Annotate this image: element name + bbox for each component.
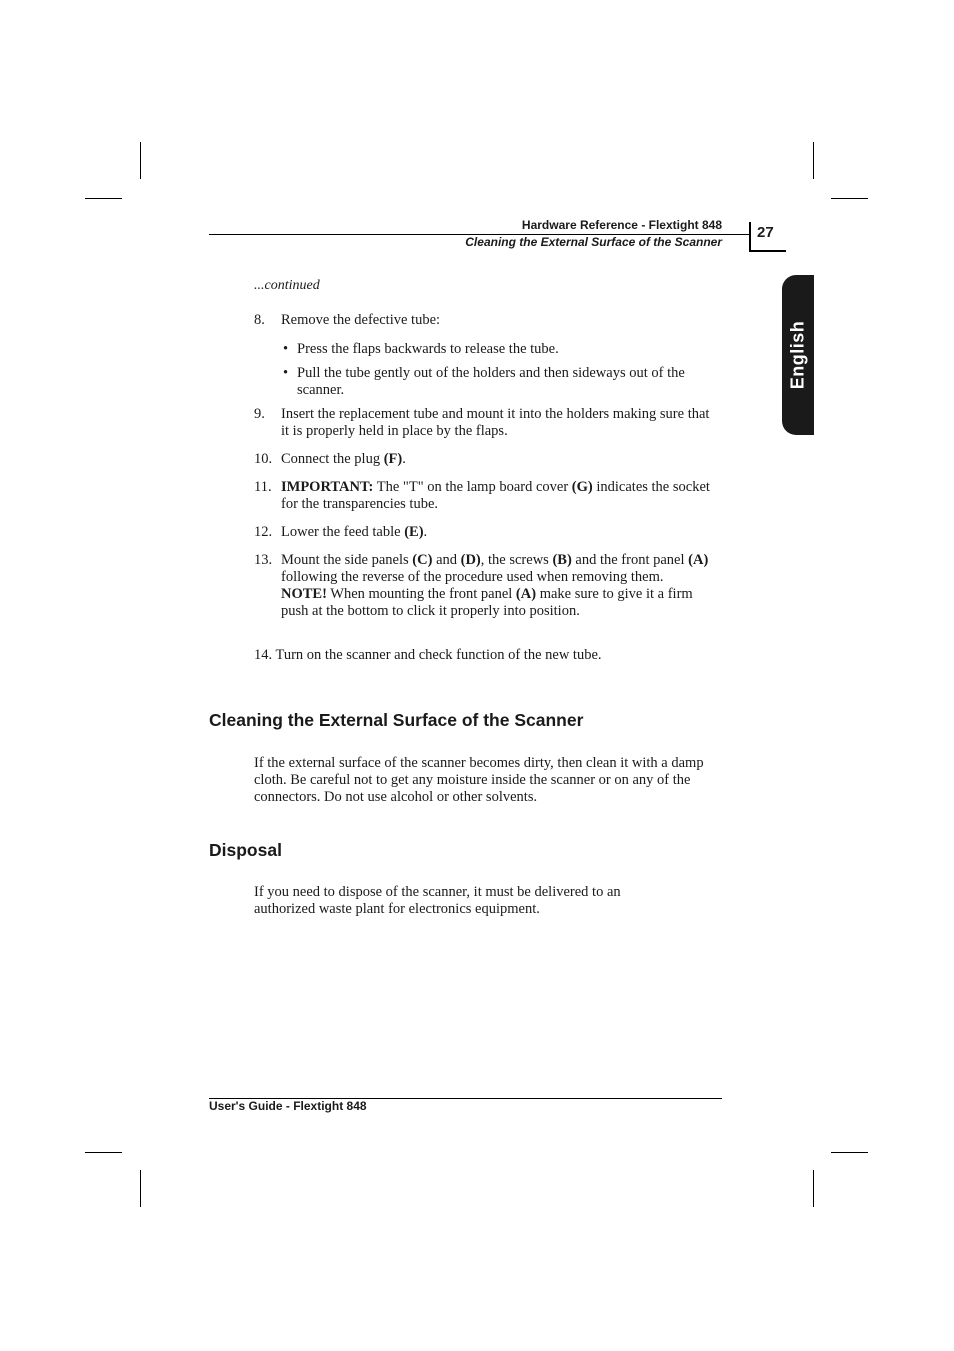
crop-mark xyxy=(813,1170,814,1207)
step-number: 10. xyxy=(254,451,273,467)
bullet-glyph: • xyxy=(283,341,289,357)
step-number: 12. xyxy=(254,524,273,540)
step-number: 8. xyxy=(254,312,265,328)
cleaning-paragraph: If the external surface of the scanner becomes dirty, then clean it with a damp cloth. Be careful not to get any moisture inside the scanner or on any of the connectors. Do not use alcohol or other solvents. xyxy=(254,755,704,805)
crop-mark xyxy=(85,198,122,199)
step-text: 14. Turn on the scanner and check function of the new tube. xyxy=(254,647,602,663)
crop-mark xyxy=(140,1170,141,1207)
step-number: 13. xyxy=(254,552,273,568)
step-text: Mount the side panels (C) and (D), the screws (B) and the front panel (A) following the reverse of the procedure used when removing them. NOTE! When mounting the front panel (A) make sure to give it a firm push at the bottom to click it properly into position. xyxy=(281,552,709,619)
crop-mark xyxy=(813,142,814,179)
bullet-text: Pull the tube gently out of the holders and then sideways out of the scanner. xyxy=(297,365,685,398)
step-text: Connect the plug (F). xyxy=(281,451,406,467)
step-text: Lower the feed table (E). xyxy=(281,524,428,540)
section-heading-cleaning: Cleaning the External Surface of the Scanner xyxy=(209,710,584,730)
language-tab xyxy=(782,275,814,435)
header-subtitle: Cleaning the External Surface of the Scanner xyxy=(465,235,722,249)
step-text: IMPORTANT: The "T" on the lamp board cover (G) indicates the socket for the transparencies tube. xyxy=(281,479,710,512)
continued-note: ...continued xyxy=(254,278,320,293)
crop-mark xyxy=(85,1152,122,1153)
crop-mark xyxy=(140,142,141,179)
step-number: 11. xyxy=(254,479,272,495)
header-title: Hardware Reference - Flextight 848 xyxy=(521,218,722,232)
bullet-text: Press the flaps backwards to release the tube. xyxy=(297,341,559,357)
page-number-frame xyxy=(749,250,786,252)
disposal-paragraph: If you need to dispose of the scanner, it must be delivered to an authorized waste plant for electronics equipment. xyxy=(254,884,621,917)
crop-mark xyxy=(831,198,868,199)
step-14 xyxy=(254,647,714,664)
page-number: 27 xyxy=(757,224,774,241)
bullet-glyph: • xyxy=(283,365,289,381)
language-tab-label: English xyxy=(787,320,808,390)
step-text: Remove the defective tube: xyxy=(281,312,441,328)
footer-text: User's Guide - Flextight 848 xyxy=(209,1099,367,1113)
section-heading-disposal: Disposal xyxy=(209,840,282,860)
crop-mark xyxy=(831,1152,868,1153)
step-text: Insert the replacement tube and mount it into the holders making sure that it is properly held in place by the flaps. xyxy=(281,406,710,439)
step-number: 9. xyxy=(254,406,265,422)
page-number-frame xyxy=(749,222,751,252)
